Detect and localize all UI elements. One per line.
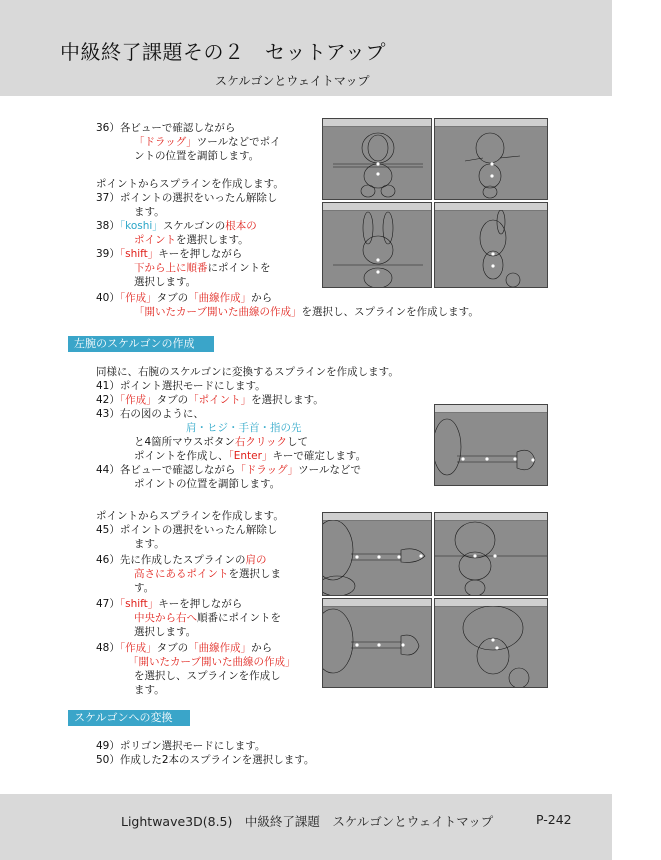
- viewport-arm-top: [434, 404, 548, 486]
- step-46-cont2: す。: [134, 582, 155, 594]
- viewport-persp-2: [434, 598, 548, 688]
- step-36-cont2: ントの位置を調節します。: [134, 150, 260, 162]
- step-38-cont: ポイントを選択します。: [134, 234, 249, 246]
- step-41: 41）ポイント選択モードにします。: [96, 380, 266, 392]
- step-43-joints: 肩・ヒジ・手首・指の先: [186, 422, 302, 434]
- step-36-cont: 「ドラッグ」ツールなどでポイ: [134, 136, 281, 148]
- step-49: 49）ポリゴン選択モードにします。: [96, 740, 266, 752]
- step-40-cont: 「開いたカーブ開いた曲線の作成」を選択し、スプラインを作成します。: [134, 306, 479, 318]
- step-44-cont: ポイントの位置を調節します。: [134, 478, 281, 490]
- page-number: P-242: [536, 812, 572, 827]
- wireframe-arm-top-icon: [323, 606, 432, 688]
- step-43-cont2: ポイントを作成し、「Enter」キーで確定します。: [134, 450, 367, 462]
- step-39-cont2: 選択します。: [134, 276, 197, 288]
- step-45-cont: ます。: [134, 538, 165, 550]
- step-36: 36）各ビューで確認しながら: [96, 122, 236, 134]
- wireframe-top-icon: [323, 210, 432, 288]
- page-title: 中級終了課題その２ セットアップ: [60, 40, 386, 64]
- wireframe-side2-icon: [435, 520, 548, 596]
- viewport-top-1: [322, 202, 432, 288]
- step-43-cont: と4箇所マウスボタン右クリックして: [134, 436, 308, 448]
- para-intro-2: 同様に、右腕のスケルゴンに変換するスプラインを作成します。: [96, 366, 399, 378]
- viewport-front-1: [322, 118, 432, 200]
- section-band-left-arm: 左腕のスケルゴンの作成: [68, 336, 214, 352]
- wireframe-side-icon: [435, 126, 548, 200]
- step-48-cont: 「開いたカーブ開いた曲線の作成」: [128, 656, 296, 668]
- step-38: 38）「koshi」スケルゴンの根本の: [96, 220, 257, 232]
- page-subtitle: スケルゴンとウェイトマップ: [215, 74, 370, 88]
- step-48-cont2: を選択し、スプラインを作成し: [134, 670, 281, 682]
- step-37-cont: ます。: [134, 206, 165, 218]
- step-42: 42）「作成」タブの「ポイント」を選択します。: [96, 394, 324, 406]
- step-44: 44）各ビューで確認しながら「ドラッグ」ツールなどで: [96, 464, 361, 476]
- step-48: 48）「作成」タブの「曲線作成」から: [96, 642, 273, 654]
- viewport-front-2: [322, 512, 432, 596]
- step-46: 46）先に作成したスプラインの肩の: [96, 554, 267, 566]
- step-46-cont: 高さにあるポイントを選択しま: [134, 568, 281, 580]
- step-50: 50）作成した2本のスプラインを選択します。: [96, 754, 315, 766]
- wireframe-perspective-icon: [435, 210, 548, 288]
- step-39: 39）「shift」キーを押しながら: [96, 248, 243, 260]
- step-37: 37）ポイントの選択をいったん解除し: [96, 192, 278, 204]
- step-47-cont2: 選択します。: [134, 626, 197, 638]
- wireframe-arm-front-icon: [323, 520, 432, 596]
- viewport-side-2: [434, 512, 548, 596]
- step-43: 43）右の図のように、: [96, 408, 204, 420]
- viewport-persp-1: [434, 202, 548, 288]
- step-39-cont: 下から上に順番にポイントを: [134, 262, 271, 274]
- step-40: 40）「作成」タブの「曲線作成」から: [96, 292, 273, 304]
- wireframe-arm-icon: [435, 412, 548, 486]
- step-47-cont: 中央から右へ順番にポイントを: [134, 612, 281, 624]
- step-47: 47）「shift」キーを押しながら: [96, 598, 243, 610]
- para-spline-2: ポイントからスプラインを作成します。: [96, 510, 284, 522]
- step-45: 45）ポイントの選択をいったん解除し: [96, 524, 278, 536]
- viewport-top-2: [322, 598, 432, 688]
- step-48-cont3: ます。: [134, 684, 165, 696]
- wireframe-persp2-icon: [435, 606, 548, 688]
- viewport-side-1: [434, 118, 548, 200]
- para-spline-1: ポイントからスプラインを作成します。: [96, 178, 284, 190]
- wireframe-front-icon: [323, 126, 432, 200]
- footer-text: Lightwave3D(8.5) 中級終了課題 スケルゴンとウェイトマップ: [121, 814, 494, 829]
- section-band-conversion: スケルゴンへの変換: [68, 710, 190, 726]
